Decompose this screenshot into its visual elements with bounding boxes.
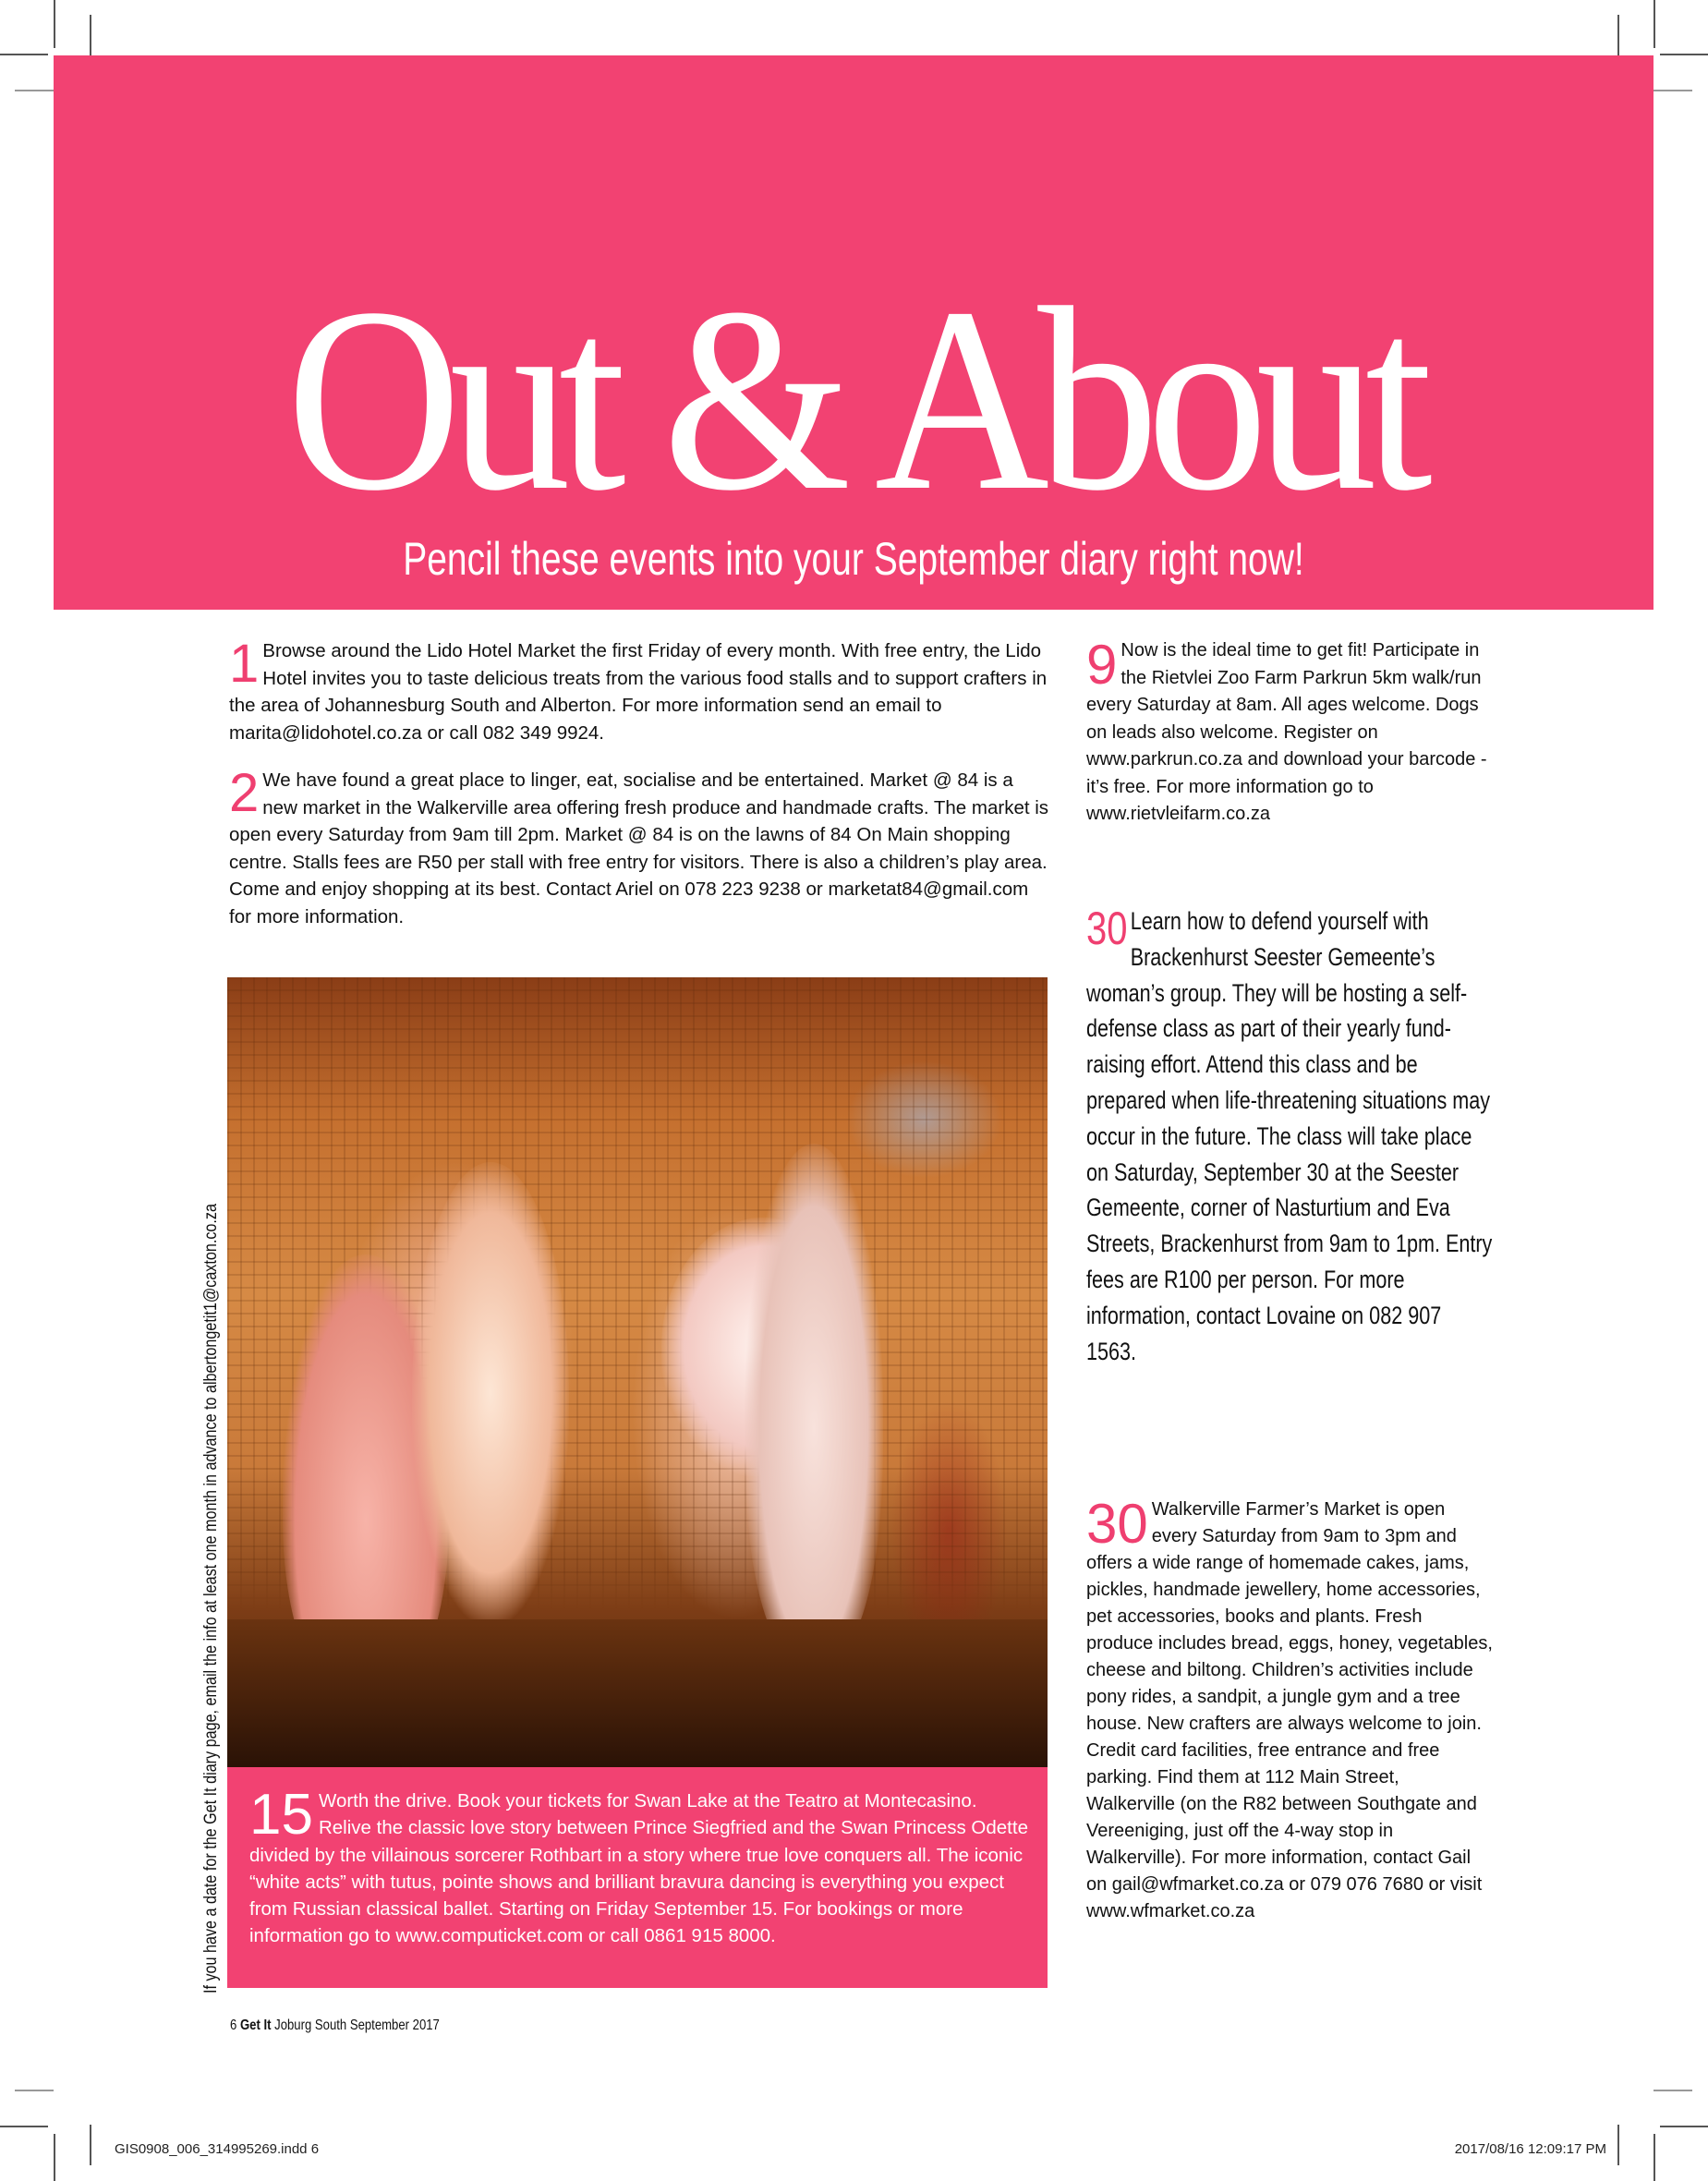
folio-edition: Joburg South September 2017 xyxy=(274,2017,440,2033)
event-number: 15 xyxy=(249,1783,313,1847)
event-body xyxy=(1086,903,1493,1369)
crop-mark xyxy=(1660,2126,1708,2127)
crop-mark xyxy=(0,54,48,55)
event-callout-15 xyxy=(227,1767,1048,1988)
event-item-1 xyxy=(229,634,1051,746)
crop-mark xyxy=(0,2126,48,2127)
event-text: Now is the ideal time to get fit! Participate in the Rietvlei Zoo Farm Parkrun 5km walk/run every Saturday at 8am. All ages welcome. Dogs on leads also welcome. Register on www.parkrun.co.za and download your barcode - it’s free. For more information go to www.rietvleifarm.co.za xyxy=(1086,640,1487,824)
event-text: Browse around the Lido Hotel Market the first Friday of every month. With free entry, the Lido Hotel invites you to taste delicious treats from the various food stalls and to support crafters in the area of Johannesburg South and Alberton. For more information send an email to marita@lidohotel.co.za or call 082 349 9924. xyxy=(229,640,1048,744)
header-banner xyxy=(54,55,1653,610)
event-text: Walkerville Farmer’s Market is open every Saturday from 9am to 3pm and offers a wide range of homemade cakes, jams, pickles, handmade jewellery, home accessories, pet accessories, books and plants. Fresh produce includes bread, eggs, honey, vegetables, cheese and biltong. Children’s activities include pony rides, a sandpit, a jungle gym and a tree house. New crafters are always welcome to join. Credit card facilities, free entrance and free parking. Find them at 112 Main Street, Walkerville (on the R82 between Southgate and Vereeniging, just off the 4-way stop in Walkerville). For more information, contact Gail on gail@wfmarket.co.za or 079 076 7680 or visit www.wfmarket.co.za xyxy=(1086,1499,1493,1921)
crop-mark xyxy=(1653,2090,1692,2091)
folio-brand: Get It xyxy=(239,2017,272,2033)
slug-filename: GIS0908_006_314995269.indd 6 xyxy=(115,2141,320,2157)
event-item-15 xyxy=(249,1783,1035,1950)
side-note: If you have a date for the Get It diary page, email the info at least one month in advance to albertongetit1@caxton.co.za xyxy=(201,1204,221,1993)
crop-mark xyxy=(1653,90,1692,91)
event-text: Worth the drive. Book your tickets for Swan Lake at the Teatro at Montecasino. Relive the classic love story between Prince Siegfried and the Swan Princess Odette divided by the villainous sorcerer Rothbart in a story where true love conquers all. The iconic “white acts” with tutus, pointe shows and brilliant bravura dancing is everything you expect from Russian classical ballet. Starting on Friday September 15. For bookings or more information go to www.computicket.com or call 0861 915 8000. xyxy=(249,1790,1028,1947)
folio-page: 6 xyxy=(230,2017,237,2033)
crop-mark xyxy=(54,2134,55,2181)
event-item-2 xyxy=(229,763,1051,930)
event-number: 1 xyxy=(229,634,260,694)
dancer-figure xyxy=(412,1162,569,1624)
event-text: We have found a great place to linger, eat, socialise and be entertained. Market @ 84 is a new market in the Walkerville area offering fresh produce and handmade crafts. The market is open every Saturday from 9am till 2pm. Market @ 84 is on the lawns of 84 On Main shopping centre. Stalls fees are R50 per stall with free entry for visitors. There is also a children’s play area. Come and enjoy shopping at its best. Contact Ariel on 078 223 9238 or marketat84@gmail.com for more information. xyxy=(229,769,1049,927)
event-item-30-farmers-market xyxy=(1086,1493,1493,1925)
page-title: Out & About xyxy=(286,253,1421,545)
event-number: 2 xyxy=(229,763,260,823)
event-number: 30 xyxy=(1086,903,1128,954)
crop-mark xyxy=(90,2125,91,2165)
stage-floor xyxy=(227,1619,1048,1767)
crop-mark xyxy=(15,90,54,91)
dancer-figure xyxy=(745,1144,883,1661)
ballet-photo xyxy=(227,977,1048,1767)
event-item-30-self-defense xyxy=(1086,903,1493,1369)
crop-mark xyxy=(1653,0,1655,48)
event-text: Learn how to defend yourself with Brackenhurst Seester Gemeente’s woman’s group. They will be hosting a self-defense class as part of their yearly fund-raising effort. Attend this class and be prepared when life-threatening situations may occur in the future. The class will take place on Saturday, September 30 at the Seester Gemeente, corner of Nasturtium and Eva Streets, Brackenhurst from 9am to 1pm. Entry fees are R100 per person. For more information, contact Lovaine on 082 907 1563. xyxy=(1086,907,1493,1365)
crop-mark xyxy=(1617,15,1619,55)
folio xyxy=(230,2017,440,2034)
crop-mark xyxy=(54,0,55,48)
event-item-9 xyxy=(1086,634,1493,829)
crop-mark xyxy=(15,2090,54,2091)
slug-timestamp: 2017/08/16 12:09:17 PM xyxy=(1454,2141,1606,2157)
crop-mark xyxy=(1617,2125,1619,2165)
event-number: 30 xyxy=(1086,1493,1148,1555)
event-number: 9 xyxy=(1086,634,1118,696)
crop-mark xyxy=(1660,54,1708,55)
crop-mark xyxy=(90,15,91,55)
page-subtitle: Pencil these events into your September diary right now! xyxy=(403,533,1304,585)
crop-mark xyxy=(1653,2134,1655,2181)
